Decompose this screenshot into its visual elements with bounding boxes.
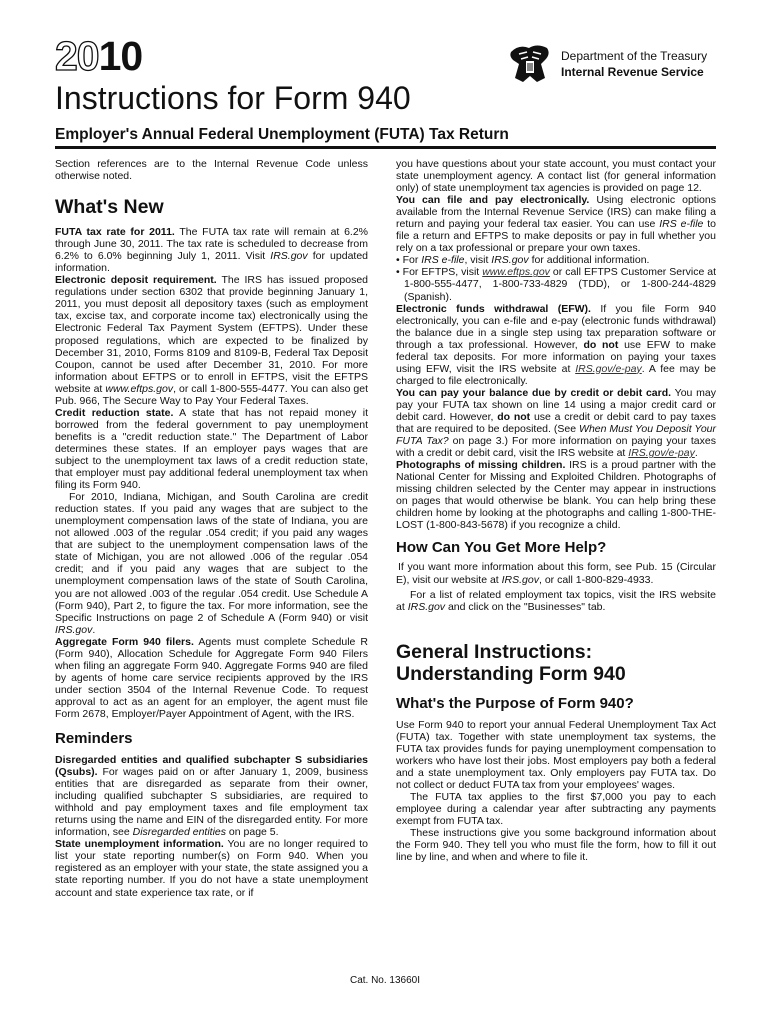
edr-lead: Electronic deposit requirement. <box>55 274 217 287</box>
state-unemployment-continued: you have questions about your state account, you must contact your state unemployment agency. A contact list (for general information only) of state unemployment tax agencies is provided on page 12. <box>396 158 716 195</box>
help-para2-text: For a list of related employment tax topics, visit the IRS website at <box>396 588 716 613</box>
eftps-link[interactable]: www.eftps.gov <box>105 382 174 395</box>
missing-children-paragraph <box>396 459 716 531</box>
disregarded-entities-paragraph <box>55 754 368 838</box>
card-payment-paragraph <box>396 387 716 459</box>
dis-lead: Disregarded entities and qualified subchapter S subsidiaries (Qsubs). <box>55 754 368 779</box>
crs-para2-tail: . <box>92 623 96 636</box>
purpose-heading: What's the Purpose of Form 940? <box>396 694 634 712</box>
agency-block <box>507 42 737 86</box>
more-help-paragraph <box>396 561 716 585</box>
photo-text: IRS is a proud partner with the National Center for Missing and Exploited Children. Photographs of missing children selected by the Center may appear in instructions on pages that would otherwise be blank. You can help bring these children home by looking at the photographs and calling 1-800-THE-LOST (1-800-843-5678) if you recognize a child. <box>396 459 716 532</box>
general-heading-line2: Understanding Form 940 <box>396 662 626 685</box>
dis-text: For wages paid on or after January 1, 2009, business entities that are disregarded as separate from their owner, including qualified subchapter S subsidiaries, are required to withhold and pay employment taxes and file employment tax returns using the name and EIN of the disregarded entity. For more information, see <box>55 766 368 839</box>
bullet-eftps: • For EFTPS, visit www.eftps.gov or call EFTPS Customer Service at 1-800-555-4477, 1-800-733-4829 (TDD), or 1-800-244-4829 (Spanish). <box>396 266 717 303</box>
irs-gov-link[interactable]: IRS.gov <box>501 573 539 586</box>
agency-name: Internal Revenue Service <box>561 65 704 79</box>
irs-gov-link[interactable]: IRS.gov <box>55 623 93 636</box>
more-help-paragraph-2 <box>396 589 716 613</box>
general-heading-line1: General Instructions: <box>396 640 593 663</box>
right-column <box>396 158 716 863</box>
irs-gov-link[interactable]: IRS.gov <box>407 600 446 613</box>
futa-rate-text: The FUTA tax rate will remain at 6.2% through June 30, 2011. The tax rate is scheduled to decrease from 6.2% to 6.0% beginning July 1, 2011. Visit <box>55 226 368 263</box>
futa-rate-tail: for updated information. <box>55 250 369 275</box>
card-lead: You can pay your balance due by credit or debit card. <box>396 386 672 399</box>
whats-new-heading: What's New <box>55 196 164 219</box>
card-text3: on page 3.) For more information on paying your taxes with a credit or debit card, visit the IRS website at <box>396 435 716 460</box>
irs-gov-link[interactable]: IRS.gov <box>270 250 308 263</box>
file-electronically-paragraph <box>396 194 716 254</box>
photo-lead: Photographs of missing children. <box>396 459 566 472</box>
title-rule <box>55 146 716 149</box>
file-tail: to file a return and EFTPS to make deposits or pay in full whether you rely on a tax professional or prepare your own taxes. <box>396 218 716 255</box>
reminders-heading: Reminders <box>55 730 133 748</box>
efw-paragraph <box>396 303 716 387</box>
form-year <box>55 33 143 79</box>
intro-text: Section references are to the Internal Revenue Code unless otherwise noted. <box>55 158 368 183</box>
irs-eagle-logo-icon <box>507 42 553 86</box>
state-unemployment-paragraph <box>55 838 368 898</box>
edr-text: The IRS has issued proposed regulations under section 6302 that provide beginning January 1, 2011, you must deposit all depository taxes (such as employment tax, excise tax, and corporate income tax) electronically using the Electronic Federal Tax Payment System (EFTPS). Under these proposed regulations, which are expected to be finalized by December 31, 2010, Forms 8109 and 8109-B, Federal Tax Deposit Coupon, cannot be used after December 31, 2010. For more information about EFTPS or to enroll in EFTPS, visit the EFTPS website at <box>55 274 368 395</box>
irs-epay-link[interactable]: IRS.gov/e-pay <box>628 447 695 460</box>
file-text: Using electronic options available from the Internal Revenue Service (IRS) can make filing a return and paying your federal tax easier. You can use <box>396 194 716 231</box>
file-lead: You can file and pay electronically. <box>396 194 590 207</box>
crs-text: A state that has not repaid money it borrowed from the federal government to pay unemployment benefits is a "credit reduction state." The Department of Labor determines these states. If an employer pays wages that are subject to the unemployment tax laws of a credit reduction state, that employer must pay additional federal unemployment tax when filing its Form 940. <box>55 406 368 492</box>
card-tail: . <box>694 447 698 460</box>
bullet1-pre: For <box>402 254 422 267</box>
purpose-paragraph: Use Form 940 to report your annual Federal Unemployment Tax Act (FUTA) tax. Together with state unemployment tax systems, the FUTA tax provides funds for paying unemployment compensation to workers who have lost their jobs. Most employers pay both a federal and a state unemployment tax. Only employers pay FUTA tax. Do not collect or deduct FUTA tax from your employees' wages. <box>396 718 716 791</box>
sui-text: You are no longer required to list your state reporting number(s) on Form 940. When you registered as an employer with your state, the state assigned you a state reporting number. If you do not have a state unemployment account and state experience tax rate, or if <box>55 838 368 899</box>
deposit-ref: When Must You Deposit Your FUTA Tax? <box>396 423 716 448</box>
help-para2-tail: and click on the "Businesses" tab. <box>445 600 606 613</box>
disregarded-entities-ref[interactable]: Disregarded entities <box>132 826 227 839</box>
efw-tail: . A fee may be charged to file electronically. <box>396 362 716 387</box>
agg-lead: Aggregate Form 940 filers. <box>55 635 194 648</box>
bullet2-pre: For EFTPS, visit <box>402 266 483 279</box>
eftps-link[interactable]: www.eftps.gov <box>482 266 550 279</box>
crs-lead: Credit reduction state. <box>55 406 174 419</box>
year-outline-digits: 20 <box>55 33 99 79</box>
more-help-heading: How Can You Get More Help? <box>396 539 607 557</box>
sui-lead: State unemployment information. <box>55 838 224 851</box>
page-title: Instructions for Form 940 <box>55 80 411 116</box>
efw-text2: use EFW to make federal tax deposits. For more information on paying your taxes using EFW, visit the IRS website at <box>396 338 716 375</box>
help-text: If you want more information about this form, see Pub. 15 (Circular E), visit our website at <box>396 561 716 586</box>
general-instructions-heading <box>396 641 716 685</box>
bullet2-tail: or call EFTPS Customer Service at 1-800-555-4477, 1-800-733-4829 (TDD), or 1-800-244-4829 (Spanish). <box>404 266 717 303</box>
aggregate-filers-paragraph <box>55 636 368 720</box>
irs-efile-ref: IRS e-file <box>659 218 704 231</box>
dis-tail: on page 5. <box>226 826 279 839</box>
irs-epay-link[interactable]: IRS.gov/e-pay <box>575 362 642 375</box>
futa-rate-lead: FUTA tax rate for 2011. <box>55 226 175 239</box>
bullet-irs-efile: • For IRS e-file, visit IRS.gov for additional information. <box>396 254 650 267</box>
page-subtitle: Employer's Annual Federal Unemployment (FUTA) Tax Return <box>55 126 509 143</box>
card-text: You may pay your FUTA tax shown on line 14 using a major credit card or debit card. However, <box>396 386 716 423</box>
purpose-paragraph-3: These instructions give you some background information about the Form 940. They tell you who must file the form, how to fill it out line by line, and when and where to file it. <box>396 827 716 864</box>
credit-reduction-paragraph <box>55 407 368 491</box>
catalog-number: Cat. No. 13660I <box>349 975 421 986</box>
futa-rate-paragraph <box>55 226 368 274</box>
department-name: Department of the Treasury <box>561 49 708 63</box>
agg-text: Agents must complete Schedule R (Form 940), Allocation Schedule for Aggregate Form 940 Filers when filing an aggregate Form 940. Aggregate Forms 940 are filed by agents of home care service recipients approved by the IRS under section 3504 of the Internal Revenue Code. To request approval to act as an agent for an employer, the agent must file Form 2678, Employer/Payer Appointment of Agent, with the IRS. <box>55 635 369 720</box>
edr-tail: , or call 1-800-555-4477. You can also get Pub. 966, The Secure Way to Pay Your Federal Taxes. <box>55 382 368 407</box>
efw-do-not: do not <box>583 338 619 351</box>
card-do-not: do not <box>497 410 531 423</box>
bullet1-mid: , visit <box>464 254 492 267</box>
left-column <box>55 158 368 899</box>
electronic-deposit-paragraph <box>55 274 368 407</box>
bullet1-em: IRS e-file <box>421 254 465 267</box>
efw-text: If you file Form 940 electronically, you can e-file and e-pay (electronic funds withdrawal) the balance due in a single step using tax preparation software or through a tax professional. However, <box>396 302 716 351</box>
crs-para2-text: For 2010, Indiana, Michigan, and South Carolina are credit reduction states. If you paid any wages that are subject to the unemployment compensation laws of the state of Indiana, you are not allowed .003 of the regular .054 credit; if you paid any wages that are subject to the unemployment compensation laws of the state of Michigan, you are not allowed .006 of the regular .054 credit; and if you paid any wages that are subject to the unemployment compensation laws of the state of South Carolina, you are not allowed .003 of the regular .054 credit. Use Schedule A (Form 940), Part 2, to figure the tax. For more information, see the Specific Instructions on page 2 of Schedule A (Form 940) or visit <box>55 491 368 624</box>
credit-reduction-paragraph-2 <box>55 491 368 636</box>
efw-lead: Electronic funds withdrawal (EFW). <box>396 302 591 315</box>
bullet1-tail: for additional information. <box>528 254 650 267</box>
year-bold-digits: 10 <box>98 33 143 79</box>
help-tail: , or call 1-800-829-4933. <box>538 573 654 586</box>
purpose-paragraph-2: The FUTA tax applies to the first $7,000 you pay to each employee during a calendar year after subtracting any payments exempt from FUTA tax. <box>396 790 716 828</box>
irs-gov-link[interactable]: IRS.gov <box>491 254 529 267</box>
card-text2: use a credit or debit card to pay taxes that are required to be deposited. (See <box>396 410 716 436</box>
